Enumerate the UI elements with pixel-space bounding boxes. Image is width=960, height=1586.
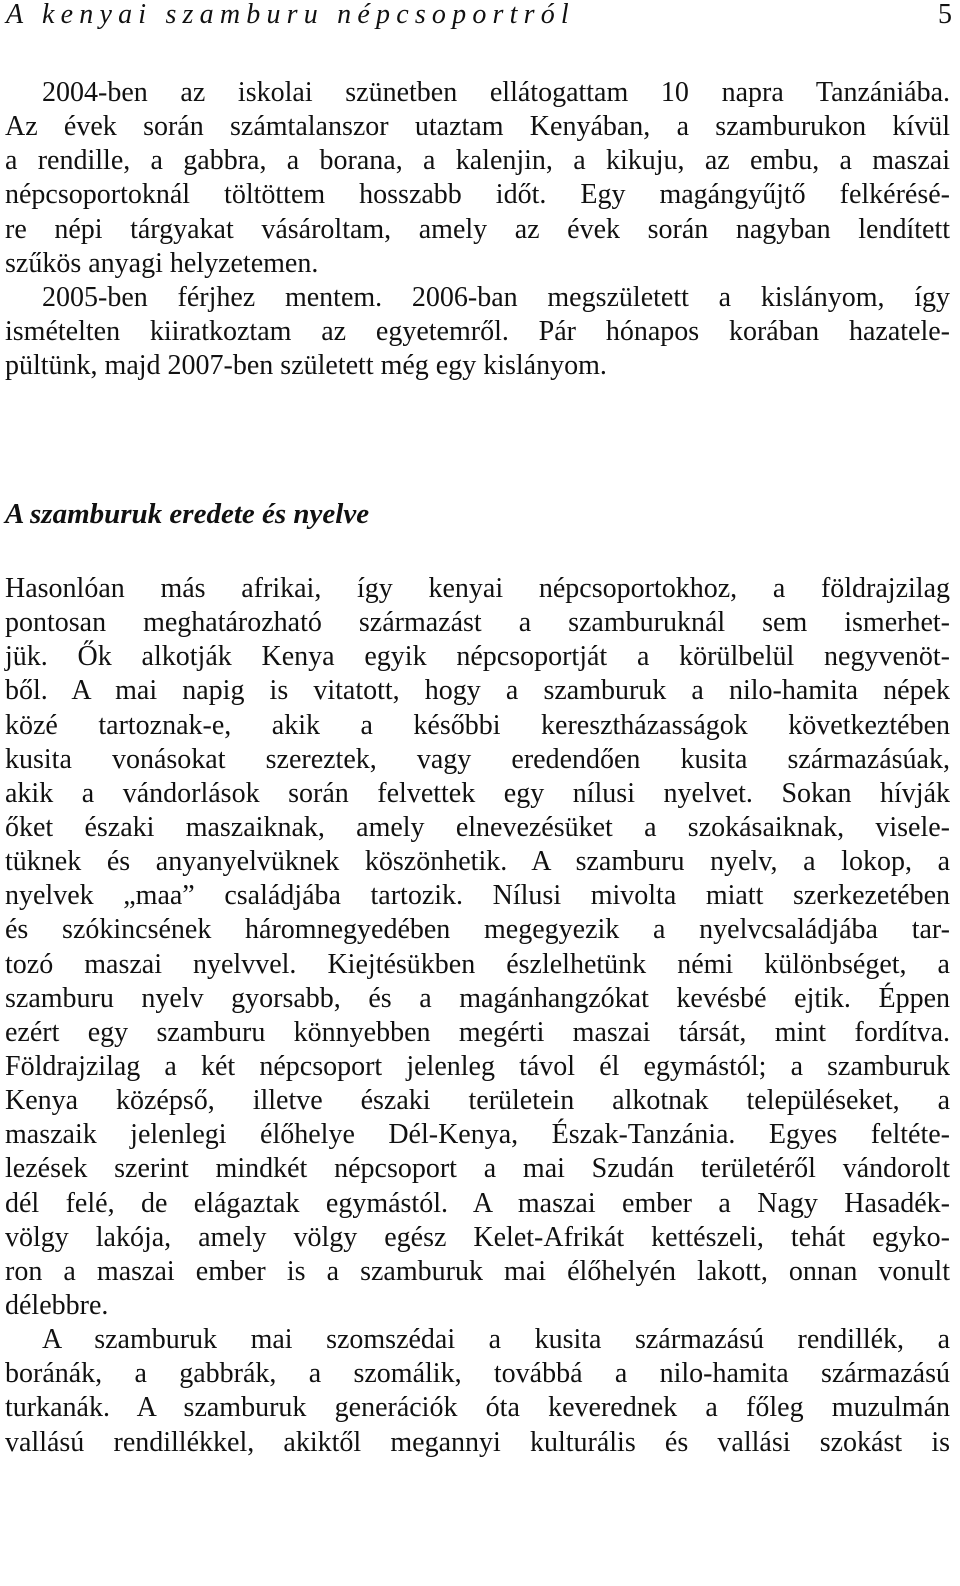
text-line: Földrajzilag a két népcsoport jelenleg távol él egymástól; a szamburuk	[5, 1050, 950, 1082]
text-line: re népi tárgyakat vásároltam, amely az évek során nagyban lendített	[5, 213, 950, 245]
text-line: dél felé, de elágaztak egymástól. A maszai ember a Nagy Hasadék-	[5, 1187, 950, 1219]
text-line: tozó maszai nyelvvel. Kiejtésükben észlelhetünk némi különbséget, a	[5, 948, 950, 980]
text-line: a rendille, a gabbra, a borana, a kalenjin, a kikuju, az embu, a maszai	[5, 145, 950, 177]
text-line: akik a vándorlások során felvettek egy nílusi nyelvet. Sokan hívják	[5, 777, 950, 809]
text-line: Kenya középső, illetve északi területein alkotnak településeket, a	[5, 1085, 950, 1117]
text-line: ron a maszai ember is a szamburuk mai élőhelyén lakott, onnan vonult	[5, 1255, 950, 1287]
text-line: maszaik jelenlegi élőhelye Dél-Kenya, Észak-Tanzánia. Egyes feltéte-	[5, 1119, 950, 1151]
text-line: pültünk, majd 2007-ben született még egy kislányom.	[5, 350, 607, 382]
text-line: délebbre.	[5, 1289, 109, 1321]
text-line: tüknek és anyanyelvüknek köszönhetik. A szamburu nyelv, a lokop, a	[5, 846, 950, 878]
text-line: Hasonlóan más afrikai, így kenyai népcsoportokhoz, a földrajzilag	[5, 573, 950, 604]
text-line: ismételten kiiratkoztam az egyetemről. Pár hónapos korában hazatele-	[5, 315, 950, 347]
text-line: 2004-ben az iskolai szünetben ellátogattam 10 napra Tanzániába.	[42, 77, 950, 108]
text-line: ezért egy szamburu könnyebben megérti maszai társát, mint fordítva.	[5, 1016, 950, 1048]
text-line: nyelvek „maa” családjába tartozik. Nílusi mivolta miatt szerkezetében	[5, 880, 950, 912]
text-line: ből. A mai napig is vitatott, hogy a szamburuk a nilo-hamita népek	[5, 675, 950, 707]
section-body	[5, 572, 950, 1460]
running-header	[6, 0, 952, 34]
text-line: őket északi maszaiknak, amely elnevezésüket a szokásaiknak, visele-	[5, 811, 950, 843]
text-line: és szókincsének háromnegyedében megegyezik a nyelvcsaládjába tar-	[5, 914, 950, 946]
text-line: lezések szerint mindkét népcsoport a mai Szudán területéről vándorolt	[5, 1153, 950, 1185]
text-line: A szamburuk mai szomszédai a kusita származású rendillék, a	[42, 1324, 950, 1356]
text-line: pontosan meghatározható származást a szamburuknál sem ismerhet-	[5, 607, 950, 639]
running-title: A kenyai szamburu népcsoportról	[6, 0, 575, 30]
text-line: 2005-ben férjhez mentem. 2006-ban megszületett a kislányom, így	[42, 281, 950, 313]
text-line: közé tartoznak-e, akik a későbbi keresztházasságok következtében	[5, 709, 950, 741]
section-title: A szamburuk eredete és nyelve	[5, 498, 370, 530]
text-line: szamburu nyelv gyorsabb, és a magánhangzókat kevésbé ejtik. Éppen	[5, 982, 950, 1014]
intro-paragraphs	[5, 76, 950, 383]
text-line: völgy lakója, amely völgy egész Kelet-Afrikát kettészeli, tehát egyko-	[5, 1221, 950, 1253]
text-line: vallású rendillékkel, akiktől megannyi kulturális és vallási szokást is	[5, 1426, 950, 1458]
page-number: 5	[938, 0, 952, 30]
text-line: szűkös anyagi helyzetemen.	[5, 247, 319, 279]
text-line: jük. Ők alkotják Kenya egyik népcsoportját a körülbelül negyvenöt-	[5, 641, 950, 673]
text-line: boránák, a gabbrák, a szomálik, továbbá a nilo-hamita származású	[5, 1358, 950, 1390]
text-line: Az évek során számtalanszor utaztam Kenyában, a szamburukon kívül	[5, 111, 950, 143]
text-line: turkanák. A szamburuk generációk óta keverednek a főleg muzulmán	[5, 1392, 950, 1424]
text-line: népcsoportoknál töltöttem hosszabb időt. Egy magángyűjtő felkérésé-	[5, 179, 950, 211]
text-line: kusita vonásokat szereztek, vagy eredendően kusita származásúak,	[5, 743, 950, 775]
